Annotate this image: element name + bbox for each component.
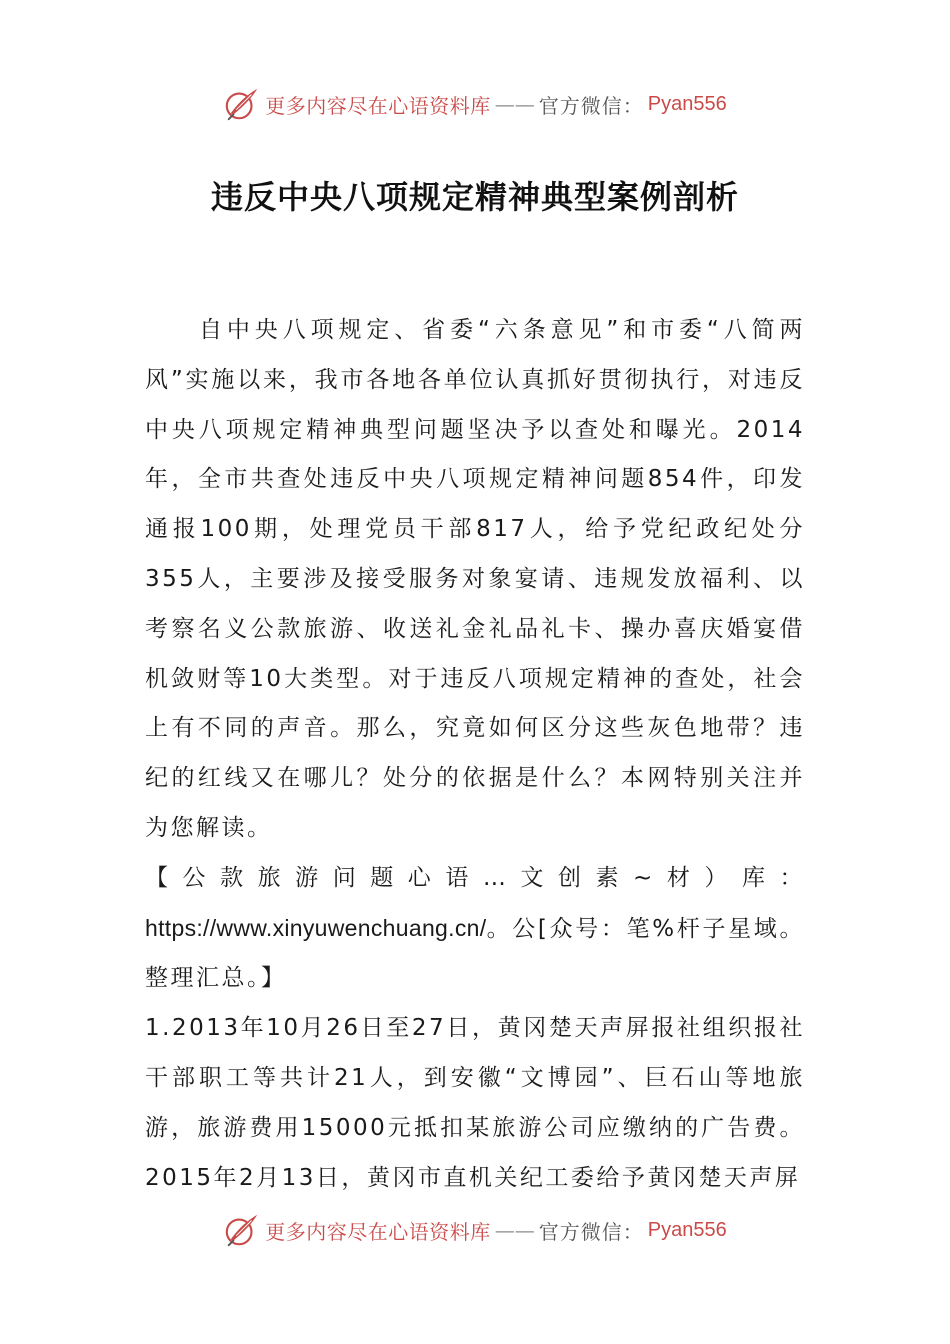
banner-contact-label: 官方微信： <box>538 93 644 118</box>
document-title: 违反中央八项规定精神典型案例剖析 <box>210 178 739 216</box>
case-1-paragraph: 1.2013年10月26日至27日，黄冈楚天声屏报社组织报社干部职工等共计21人，到安徽“文博园”、巨石山等地旅游，旅游费用15000元抵扣某旅游公司应缴纳的广告费。2015年2月13日，黄冈市直机关纪工委给予黄冈楚天声屏 <box>145 1015 805 1191</box>
source-note-open: 【公款旅游问题心语…文创素~材）库： <box>145 864 805 891</box>
document-body <box>145 306 805 1203</box>
header-banner <box>0 82 950 126</box>
banner-separator: —— <box>494 92 535 116</box>
banner-wechat-id: Pyan556 <box>647 1218 727 1241</box>
banner-contact-label: 官方微信： <box>538 1219 644 1244</box>
source-note-link[interactable]: https://www.xinyuwenchuang.cn/ <box>145 914 487 941</box>
banner-content <box>223 85 726 123</box>
banner-library-text: 更多内容尽在心语资料库 <box>265 1219 491 1244</box>
source-note-close: 。公[众号：笔%杆子星域。整理汇总。】 <box>145 915 805 992</box>
quill-pen-logo-icon <box>223 1211 261 1249</box>
banner-library-text: 更多内容尽在心语资料库 <box>265 93 491 118</box>
quill-pen-logo-icon <box>223 85 261 123</box>
banner-content <box>223 1211 726 1249</box>
banner-wechat-id: Pyan556 <box>647 92 727 115</box>
intro-paragraph: 自中央八项规定、省委“六条意见”和市委“八简两风”实施以来，我市各地各单位认真抓好贯彻执行，对违反中央八项规定精神典型问题坚决予以查处和曝光。2014年，全市共查处违反中央八项规定精神问题854件，印发通报100期，处理党员干部817人，给予党纪政纪处分355人，主要涉及接受服务对象宴请、违规发放福利、以考察名义公款旅游、收送礼金礼品礼卡、操办喜庆婚宴借机敛财等10大类型。对于违反八项规定精神的查处，社会上有不同的声音。那么，究竟如何区分这些灰色地带？违纪的红线又在哪儿？处分的依据是什么？本网特别关注并为您解读。 <box>145 317 805 841</box>
footer-banner <box>0 1208 950 1252</box>
source-note-paragraph <box>145 854 805 1004</box>
banner-separator: —— <box>494 1218 535 1242</box>
